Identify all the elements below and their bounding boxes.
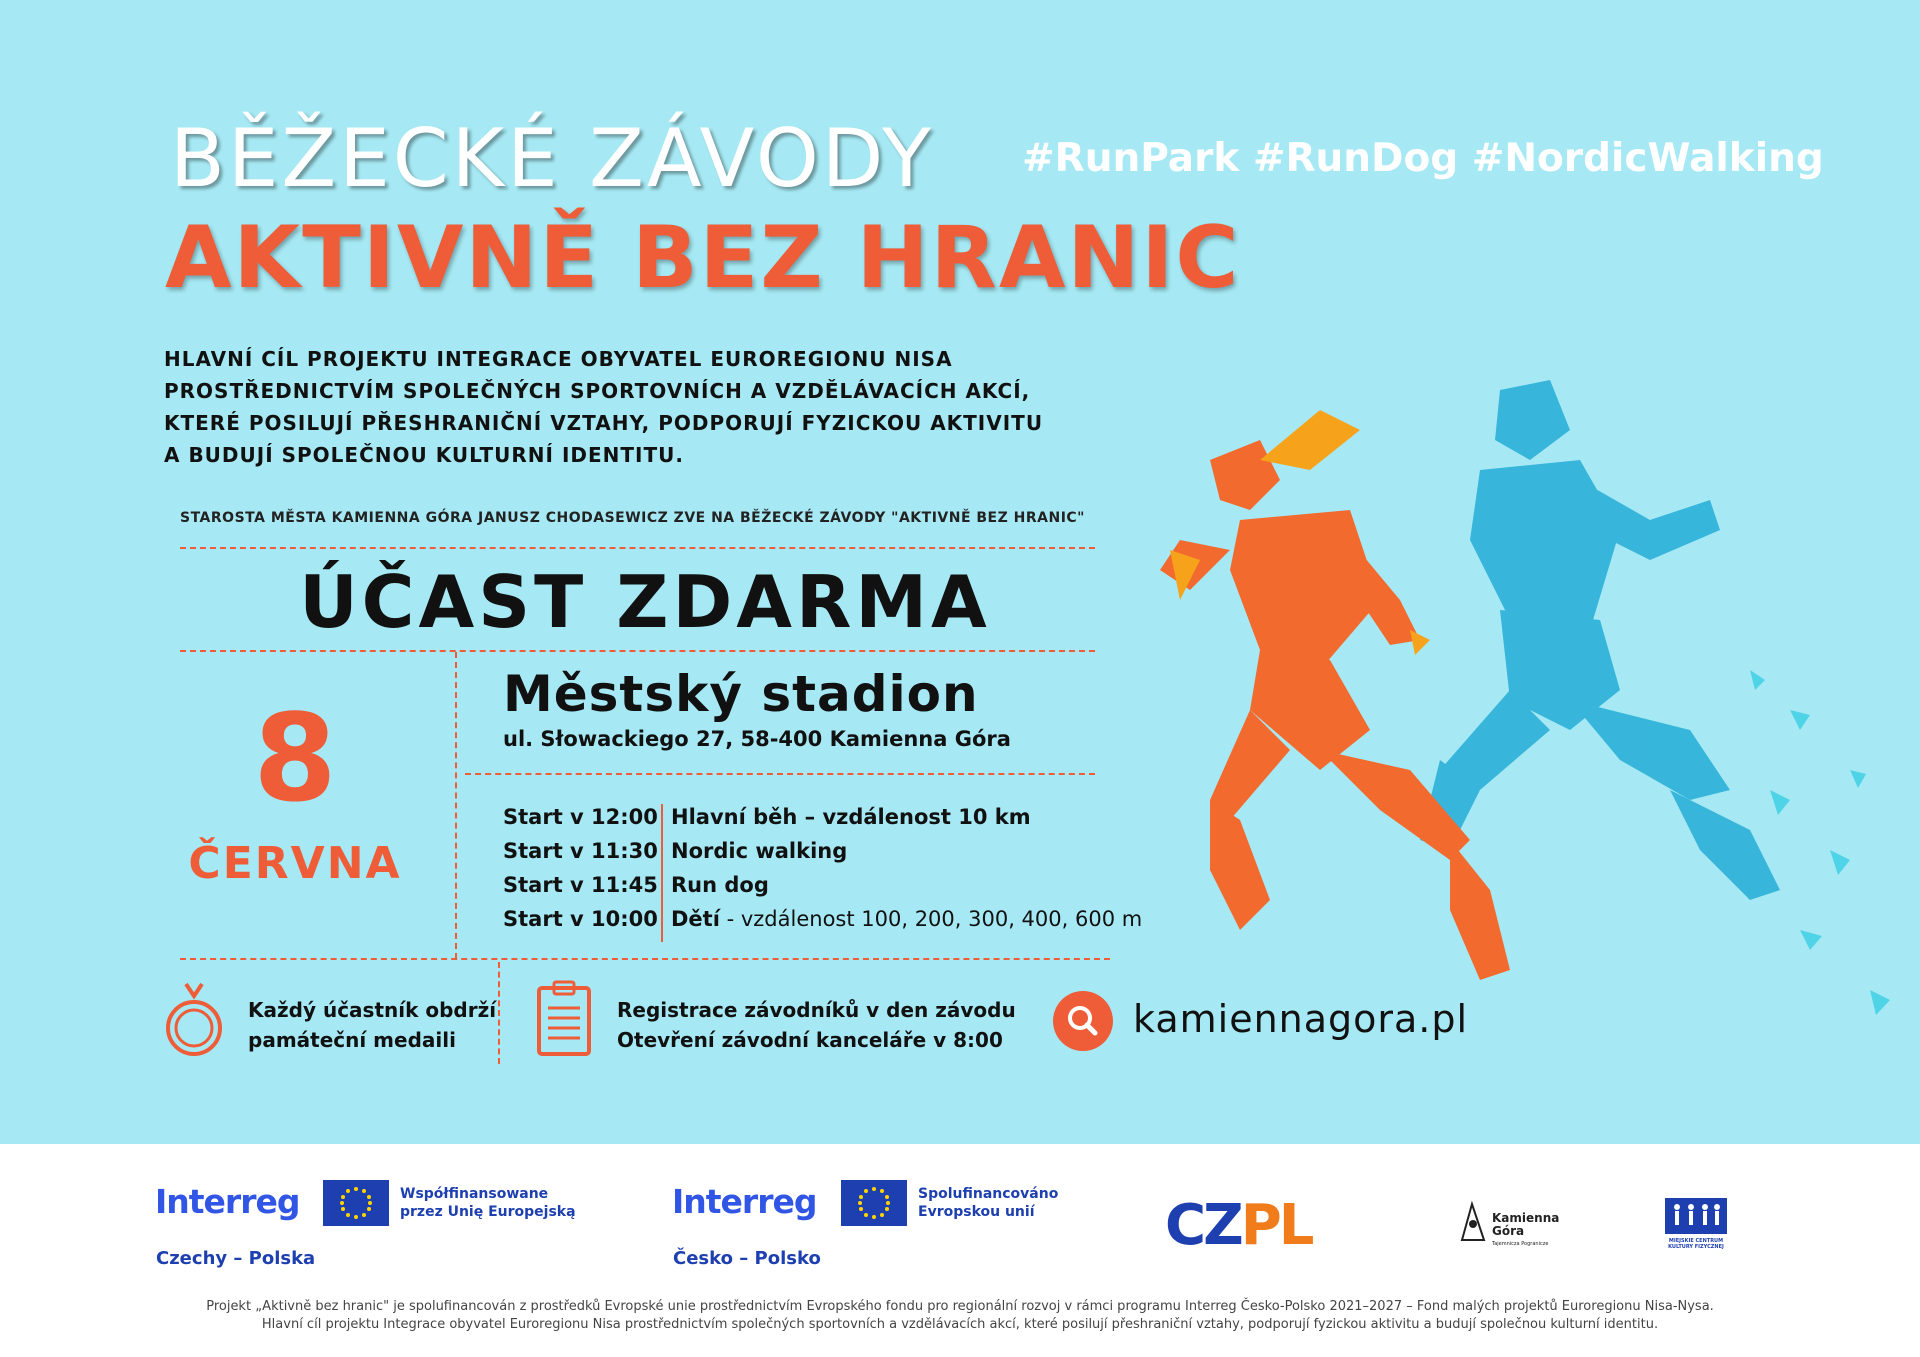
project-goal <box>164 343 1043 471</box>
disclaimer-line-1: Projekt „Aktivně bez hranic" je spolufinancován z prostředků Evropské unie prostřednictvím Evropského fondu pro regionální rozvoj v rámci programu Interreg Česko-Polsko 2021–2027 – Fond malých projektů Euroregionu Nisa-Nysa. <box>206 1299 1714 1314</box>
mckf-logo-text: MIEJSKIE CENTRUM KULTURY FIZYCZNEJ <box>1668 1238 1724 1250</box>
divider <box>455 652 457 959</box>
mckf-logo <box>1665 1198 1727 1250</box>
divider <box>180 650 1095 652</box>
event-day: 8 <box>253 690 337 829</box>
medal-info-line: památeční medaili <box>248 1028 456 1052</box>
eu-cofinancing-pl <box>400 1185 576 1221</box>
medal-icon <box>164 982 224 1064</box>
region-label-left: Czechy – Polska <box>156 1248 316 1269</box>
schedule-separator <box>661 804 663 942</box>
divider <box>180 547 1095 549</box>
schedule-row <box>503 834 1142 868</box>
goal-line: A BUDUJÍ SPOLEČNOU KULTURNÍ IDENTITU. <box>164 443 684 467</box>
schedule-row <box>503 902 1142 936</box>
eu-flag-icon <box>841 1180 907 1226</box>
goal-line: PROSTŘEDNICTVÍM SPOLEČNÝCH SPORTOVNÍCH A VZDĚLÁVACÍCH AKCÍ, <box>164 379 1031 403</box>
start-time: Start v 11:45 <box>503 873 658 897</box>
event-name: Run dog <box>671 873 769 897</box>
free-entry-heading: ÚČAST ZDARMA <box>299 560 991 644</box>
divider <box>498 962 500 1064</box>
eu-text-line: Evropskou unií <box>918 1204 1035 1220</box>
start-time: Start v 12:00 <box>503 805 658 829</box>
hashtags: #RunPark #RunDog #NordicWalking <box>1022 136 1824 181</box>
schedule-row <box>503 800 1142 834</box>
runners-illustration <box>1150 370 1910 1074</box>
registration-info-line: Otevření závodní kanceláře v 8:00 <box>617 1028 1003 1052</box>
website-link[interactable]: kamiennagora.pl <box>1133 997 1469 1041</box>
eu-text-line: Spolufinancováno <box>918 1186 1059 1202</box>
start-time: Start v 11:30 <box>503 839 658 863</box>
disclaimer-line-2: Hlavní cíl projektu Integrace obyvatel Euroregionu Nisa prostřednictvím společných sportovních a vzdělávacích akcí, které posilují přeshraniční vztahy, podporují fyzickou aktivitu a budují společnou kulturní identitu. <box>261 1317 1659 1332</box>
event-month: ČERVNA <box>188 838 402 889</box>
divider <box>465 773 1095 775</box>
event-detail: - vzdálenost 100, 200, 300, 400, 600 m <box>719 907 1143 931</box>
title-line-1: BĚŽECKÉ ZÁVODY <box>170 112 934 205</box>
medal-info <box>248 995 496 1055</box>
eu-text-line: Współfinansowane <box>400 1186 549 1202</box>
kamienna-gora-emblem-icon <box>1458 1200 1488 1244</box>
event-name: Hlavní běh – vzdálenost 10 km <box>671 805 1031 829</box>
mayor-invitation: STAROSTA MĚSTA KAMIENNA GÓRA JANUSZ CHODASEWICZ ZVE NA BĚŽECKÉ ZÁVODY "AKTIVNĚ BEZ HRANIC" <box>180 510 1085 526</box>
kg-logo-sub: Tajemnicza Pogranicze <box>1492 1241 1549 1247</box>
title-line-2: AKTIVNĚ BEZ HRANIC <box>165 208 1241 308</box>
goal-line: KTERÉ POSILUJÍ PŘESHRANIČNÍ VZTAHY, PODPORUJÍ FYZICKOU AKTIVITU <box>164 411 1044 435</box>
search-icon <box>1053 991 1113 1055</box>
schedule <box>503 800 1142 936</box>
eu-cofinancing-cz <box>918 1185 1058 1221</box>
mckf-emblem-icon <box>1665 1198 1727 1234</box>
registration-info <box>617 995 1016 1055</box>
interreg-logo-right: Interreg <box>672 1182 817 1221</box>
region-label-right: Česko – Polsko <box>673 1248 821 1269</box>
schedule-row <box>503 868 1142 902</box>
goal-line: HLAVNÍ CÍL PROJEKTU INTEGRACE OBYVATEL EUROREGIONU NISA <box>164 347 953 371</box>
kg-logo-text: Kamienna <box>1492 1211 1560 1225</box>
event-name: Nordic walking <box>671 839 848 863</box>
divider <box>180 958 1110 960</box>
eu-text-line: przez Unię Europejską <box>400 1204 576 1220</box>
venue-name: Městský stadion <box>503 665 979 723</box>
start-time: Start v 10:00 <box>503 907 658 931</box>
clipboard-icon <box>536 980 592 1062</box>
czpl-logo: CZPL <box>1165 1193 1312 1258</box>
event-name: Dětí <box>671 907 720 931</box>
registration-info-line: Registrace závodníků v den závodu <box>617 998 1016 1022</box>
interreg-logo-left: Interreg <box>155 1182 300 1221</box>
medal-info-line: Každý účastník obdrží <box>248 998 497 1022</box>
eu-flag-icon <box>323 1180 389 1226</box>
venue-address: ul. Słowackiego 27, 58-400 Kamienna Góra <box>503 727 1011 751</box>
kamienna-gora-logo <box>1458 1200 1559 1251</box>
kg-logo-text: Góra <box>1492 1224 1525 1238</box>
